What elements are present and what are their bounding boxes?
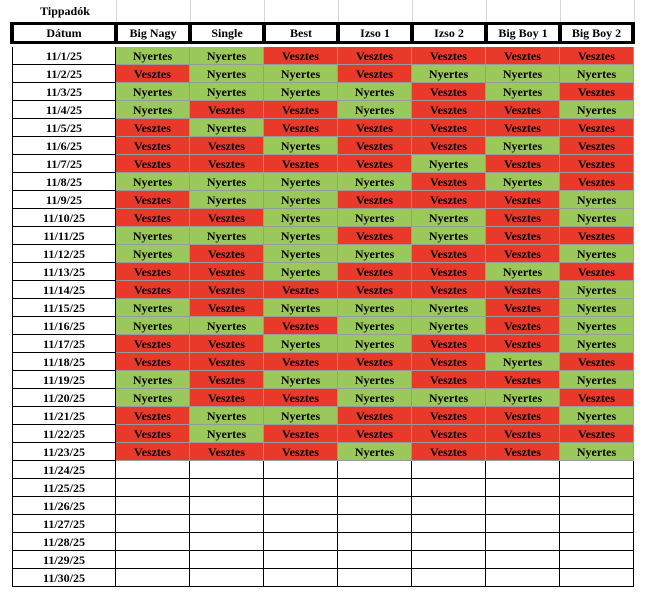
result-cell[interactable]: Nyertes bbox=[190, 65, 264, 83]
result-cell[interactable]: Nyertes bbox=[412, 65, 486, 83]
result-cell[interactable]: Nyertes bbox=[412, 299, 486, 317]
result-cell[interactable]: Nyertes bbox=[560, 299, 634, 317]
result-cell[interactable]: Vesztes bbox=[486, 281, 560, 299]
table-row bbox=[0, 263, 645, 281]
result-cell[interactable]: Nyertes bbox=[338, 335, 412, 353]
table-row bbox=[0, 245, 645, 263]
result-cell[interactable]: Nyertes bbox=[116, 299, 190, 317]
result-cell[interactable]: Nyertes bbox=[560, 245, 634, 263]
result-cell[interactable]: Vesztes bbox=[412, 281, 486, 299]
result-cell[interactable]: Vesztes bbox=[264, 119, 338, 137]
result-cell[interactable]: Vesztes bbox=[486, 101, 560, 119]
table-row bbox=[0, 443, 645, 461]
date-cell[interactable]: 11/19/25 bbox=[12, 371, 116, 389]
date-cell[interactable]: 11/24/25 bbox=[12, 461, 116, 479]
result-cell[interactable]: Vesztes bbox=[560, 263, 634, 281]
sheet-title-cell[interactable]: Tippadók bbox=[40, 4, 90, 18]
date-cell[interactable]: 11/27/25 bbox=[12, 515, 116, 533]
result-cell[interactable]: Nyertes bbox=[190, 425, 264, 443]
result-cell[interactable]: Nyertes bbox=[338, 389, 412, 407]
result-cell[interactable]: Nyertes bbox=[412, 317, 486, 335]
result-cell[interactable]: Vesztes bbox=[264, 281, 338, 299]
result-cell[interactable]: Nyertes bbox=[560, 209, 634, 227]
result-cell[interactable]: Nyertes bbox=[264, 299, 338, 317]
result-cell[interactable] bbox=[116, 533, 190, 551]
result-cell[interactable] bbox=[116, 569, 190, 587]
result-cell[interactable]: Vesztes bbox=[190, 389, 264, 407]
result-cell[interactable]: Vesztes bbox=[560, 83, 634, 101]
table-row bbox=[0, 551, 645, 569]
result-cell[interactable] bbox=[264, 515, 338, 533]
result-cell[interactable]: Nyertes bbox=[338, 209, 412, 227]
date-cell[interactable]: 11/21/25 bbox=[12, 407, 116, 425]
result-cell[interactable]: Nyertes bbox=[560, 101, 634, 119]
result-cell[interactable] bbox=[412, 551, 486, 569]
result-cell[interactable]: Vesztes bbox=[560, 119, 634, 137]
result-cell[interactable]: Vesztes bbox=[338, 137, 412, 155]
table-row bbox=[0, 533, 645, 551]
result-cell[interactable]: Nyertes bbox=[338, 299, 412, 317]
date-cell[interactable]: 11/11/25 bbox=[12, 227, 116, 245]
result-cell[interactable]: Vesztes bbox=[486, 407, 560, 425]
result-cell[interactable]: Vesztes bbox=[412, 263, 486, 281]
header-izso-1[interactable]: Izso 1 bbox=[340, 25, 410, 41]
result-cell[interactable]: Nyertes bbox=[190, 173, 264, 191]
result-cell[interactable]: Vesztes bbox=[190, 299, 264, 317]
table-row bbox=[0, 101, 645, 119]
result-cell[interactable]: Vesztes bbox=[486, 443, 560, 461]
result-cell[interactable]: Nyertes bbox=[560, 371, 634, 389]
result-cell[interactable] bbox=[486, 515, 560, 533]
result-cell[interactable]: Nyertes bbox=[560, 407, 634, 425]
table-row bbox=[0, 425, 645, 443]
result-cell[interactable]: Vesztes bbox=[412, 173, 486, 191]
result-cell[interactable]: Vesztes bbox=[412, 335, 486, 353]
result-cell[interactable]: Nyertes bbox=[486, 173, 560, 191]
result-cell[interactable]: Vesztes bbox=[190, 335, 264, 353]
result-cell[interactable] bbox=[190, 551, 264, 569]
result-cell[interactable] bbox=[190, 569, 264, 587]
result-cell[interactable] bbox=[190, 533, 264, 551]
date-cell[interactable]: 11/6/25 bbox=[12, 137, 116, 155]
result-cell[interactable]: Nyertes bbox=[486, 65, 560, 83]
result-cell[interactable]: Nyertes bbox=[338, 371, 412, 389]
result-cell[interactable]: Nyertes bbox=[116, 389, 190, 407]
result-cell[interactable]: Vesztes bbox=[338, 65, 412, 83]
result-cell[interactable]: Vesztes bbox=[486, 47, 560, 65]
result-cell[interactable] bbox=[560, 533, 634, 551]
result-cell[interactable] bbox=[412, 497, 486, 515]
result-cell[interactable]: Vesztes bbox=[412, 83, 486, 101]
result-cell[interactable]: Nyertes bbox=[264, 335, 338, 353]
result-cell[interactable] bbox=[338, 515, 412, 533]
result-cell[interactable]: Nyertes bbox=[264, 83, 338, 101]
result-cell[interactable]: Vesztes bbox=[412, 407, 486, 425]
result-cell[interactable] bbox=[190, 479, 264, 497]
result-cell[interactable] bbox=[486, 497, 560, 515]
result-cell[interactable] bbox=[560, 497, 634, 515]
result-cell[interactable]: Nyertes bbox=[190, 317, 264, 335]
result-cell[interactable]: Vesztes bbox=[338, 47, 412, 65]
result-cell[interactable] bbox=[412, 515, 486, 533]
date-cell[interactable]: 11/14/25 bbox=[12, 281, 116, 299]
date-cell[interactable]: 11/25/25 bbox=[12, 479, 116, 497]
result-cell[interactable]: Nyertes bbox=[264, 227, 338, 245]
header-row bbox=[10, 22, 635, 44]
result-cell[interactable]: Vesztes bbox=[264, 101, 338, 119]
result-cell[interactable]: Vesztes bbox=[338, 155, 412, 173]
result-cell[interactable] bbox=[560, 479, 634, 497]
result-cell[interactable]: Nyertes bbox=[116, 83, 190, 101]
result-cell[interactable]: Nyertes bbox=[486, 389, 560, 407]
table-row bbox=[0, 497, 645, 515]
result-cell[interactable] bbox=[412, 569, 486, 587]
result-cell[interactable]: Vesztes bbox=[264, 47, 338, 65]
result-cell[interactable]: Vesztes bbox=[264, 155, 338, 173]
result-cell[interactable]: Nyertes bbox=[560, 443, 634, 461]
result-cell[interactable] bbox=[338, 497, 412, 515]
result-cell[interactable]: Nyertes bbox=[264, 191, 338, 209]
result-cell[interactable]: Vesztes bbox=[560, 173, 634, 191]
table-row bbox=[0, 371, 645, 389]
table-row bbox=[0, 407, 645, 425]
table-row bbox=[0, 299, 645, 317]
result-cell[interactable] bbox=[264, 551, 338, 569]
table-row bbox=[0, 191, 645, 209]
date-cell[interactable]: 11/13/25 bbox=[12, 263, 116, 281]
result-cell[interactable] bbox=[560, 515, 634, 533]
result-cell[interactable] bbox=[560, 569, 634, 587]
result-cell[interactable]: Vesztes bbox=[116, 209, 190, 227]
result-cell[interactable]: Vesztes bbox=[264, 353, 338, 371]
result-cell[interactable]: Vesztes bbox=[338, 227, 412, 245]
result-cell[interactable]: Vesztes bbox=[560, 137, 634, 155]
result-cell[interactable]: Vesztes bbox=[486, 191, 560, 209]
result-cell[interactable]: Vesztes bbox=[486, 299, 560, 317]
date-cell[interactable]: 11/8/25 bbox=[12, 173, 116, 191]
result-cell[interactable]: Vesztes bbox=[412, 425, 486, 443]
result-cell[interactable]: Nyertes bbox=[190, 191, 264, 209]
result-cell[interactable]: Nyertes bbox=[116, 101, 190, 119]
result-cell[interactable]: Vesztes bbox=[190, 371, 264, 389]
table-row bbox=[0, 569, 645, 587]
result-cell[interactable]: Vesztes bbox=[116, 335, 190, 353]
result-cell[interactable]: Nyertes bbox=[116, 47, 190, 65]
result-cell[interactable]: Vesztes bbox=[264, 389, 338, 407]
result-cell[interactable]: Vesztes bbox=[190, 101, 264, 119]
result-cell[interactable]: Vesztes bbox=[116, 191, 190, 209]
result-cell[interactable] bbox=[116, 497, 190, 515]
result-cell[interactable]: Nyertes bbox=[486, 83, 560, 101]
table-row bbox=[0, 83, 645, 101]
result-cell[interactable]: Vesztes bbox=[338, 407, 412, 425]
result-cell[interactable]: Nyertes bbox=[338, 443, 412, 461]
date-cell[interactable]: 11/15/25 bbox=[12, 299, 116, 317]
result-cell[interactable] bbox=[486, 461, 560, 479]
result-cell[interactable]: Vesztes bbox=[486, 317, 560, 335]
result-cell[interactable] bbox=[264, 479, 338, 497]
date-cell[interactable]: 11/16/25 bbox=[12, 317, 116, 335]
date-cell[interactable]: 11/26/25 bbox=[12, 497, 116, 515]
result-cell[interactable] bbox=[486, 569, 560, 587]
table-row bbox=[0, 335, 645, 353]
result-cell[interactable]: Vesztes bbox=[412, 47, 486, 65]
result-cell[interactable] bbox=[560, 461, 634, 479]
result-cell[interactable]: Vesztes bbox=[264, 425, 338, 443]
result-cell[interactable]: Vesztes bbox=[486, 335, 560, 353]
result-cell[interactable]: Nyertes bbox=[116, 371, 190, 389]
result-cell[interactable]: Nyertes bbox=[338, 317, 412, 335]
result-cell[interactable] bbox=[412, 461, 486, 479]
result-cell[interactable]: Nyertes bbox=[560, 191, 634, 209]
result-cell[interactable]: Nyertes bbox=[412, 155, 486, 173]
result-cell[interactable]: Nyertes bbox=[560, 317, 634, 335]
result-cell[interactable] bbox=[116, 479, 190, 497]
date-cell[interactable]: 11/17/25 bbox=[12, 335, 116, 353]
table-row bbox=[0, 47, 645, 65]
result-cell[interactable] bbox=[116, 515, 190, 533]
result-cell[interactable]: Vesztes bbox=[116, 263, 190, 281]
result-cell[interactable]: Vesztes bbox=[412, 137, 486, 155]
result-cell[interactable]: Nyertes bbox=[264, 65, 338, 83]
result-cell[interactable]: Nyertes bbox=[338, 245, 412, 263]
result-cell[interactable]: Vesztes bbox=[486, 119, 560, 137]
result-cell[interactable] bbox=[486, 533, 560, 551]
result-cell[interactable]: Vesztes bbox=[486, 209, 560, 227]
date-cell[interactable]: 11/9/25 bbox=[12, 191, 116, 209]
result-cell[interactable]: Nyertes bbox=[116, 245, 190, 263]
result-cell[interactable] bbox=[486, 551, 560, 569]
result-cell[interactable]: Nyertes bbox=[190, 83, 264, 101]
result-cell[interactable]: Nyertes bbox=[264, 209, 338, 227]
result-cell[interactable]: Vesztes bbox=[190, 209, 264, 227]
result-cell[interactable] bbox=[264, 497, 338, 515]
result-cell[interactable]: Nyertes bbox=[190, 47, 264, 65]
result-cell[interactable]: Vesztes bbox=[116, 407, 190, 425]
result-cell[interactable]: Vesztes bbox=[338, 425, 412, 443]
result-cell[interactable]: Nyertes bbox=[412, 209, 486, 227]
result-cell[interactable]: Vesztes bbox=[190, 263, 264, 281]
result-cell[interactable]: Vesztes bbox=[486, 155, 560, 173]
result-cell[interactable] bbox=[338, 461, 412, 479]
result-cell[interactable] bbox=[116, 551, 190, 569]
date-cell[interactable]: 11/23/25 bbox=[12, 443, 116, 461]
result-cell[interactable]: Nyertes bbox=[264, 245, 338, 263]
result-cell[interactable] bbox=[338, 551, 412, 569]
result-cell[interactable]: Nyertes bbox=[116, 173, 190, 191]
header-best[interactable]: Best bbox=[266, 25, 336, 41]
table-row bbox=[0, 353, 645, 371]
result-cell[interactable]: Vesztes bbox=[412, 245, 486, 263]
header-single[interactable]: Single bbox=[192, 25, 262, 41]
result-cell[interactable]: Vesztes bbox=[190, 281, 264, 299]
result-cell[interactable]: Nyertes bbox=[486, 263, 560, 281]
result-cell[interactable]: Vesztes bbox=[264, 443, 338, 461]
table-row bbox=[0, 479, 645, 497]
date-cell[interactable]: 11/7/25 bbox=[12, 155, 116, 173]
result-cell[interactable]: Nyertes bbox=[486, 137, 560, 155]
result-cell[interactable] bbox=[560, 551, 634, 569]
date-cell[interactable]: 11/3/25 bbox=[12, 83, 116, 101]
result-cell[interactable]: Nyertes bbox=[338, 83, 412, 101]
header-big-boy-2[interactable]: Big Boy 2 bbox=[562, 25, 631, 41]
result-cell[interactable] bbox=[338, 569, 412, 587]
result-cell[interactable]: Vesztes bbox=[338, 191, 412, 209]
result-cell[interactable]: Vesztes bbox=[412, 101, 486, 119]
table-row bbox=[0, 227, 645, 245]
date-cell[interactable]: 11/29/25 bbox=[12, 551, 116, 569]
table-row bbox=[0, 173, 645, 191]
date-cell[interactable]: 11/5/25 bbox=[12, 119, 116, 137]
result-cell[interactable]: Vesztes bbox=[486, 371, 560, 389]
result-cell[interactable] bbox=[190, 497, 264, 515]
table-row bbox=[0, 281, 645, 299]
result-cell[interactable] bbox=[190, 461, 264, 479]
result-cell[interactable]: Vesztes bbox=[560, 425, 634, 443]
result-cell[interactable]: Vesztes bbox=[190, 155, 264, 173]
result-cell[interactable]: Nyertes bbox=[190, 119, 264, 137]
result-cell[interactable] bbox=[412, 533, 486, 551]
result-cell[interactable]: Vesztes bbox=[116, 353, 190, 371]
result-cell[interactable]: Vesztes bbox=[486, 227, 560, 245]
result-cell[interactable]: Vesztes bbox=[116, 155, 190, 173]
result-cell[interactable]: Vesztes bbox=[560, 155, 634, 173]
result-cell[interactable]: Nyertes bbox=[264, 137, 338, 155]
result-cell[interactable]: Vesztes bbox=[116, 281, 190, 299]
date-cell[interactable]: 11/10/25 bbox=[12, 209, 116, 227]
header-big-nagy[interactable]: Big Nagy bbox=[118, 25, 188, 41]
result-cell[interactable]: Vesztes bbox=[412, 353, 486, 371]
result-cell[interactable]: Vesztes bbox=[412, 119, 486, 137]
result-cell[interactable]: Vesztes bbox=[264, 317, 338, 335]
date-cell[interactable]: 11/4/25 bbox=[12, 101, 116, 119]
table-row bbox=[0, 137, 645, 155]
result-cell[interactable]: Nyertes bbox=[264, 407, 338, 425]
result-cell[interactable]: Vesztes bbox=[412, 371, 486, 389]
result-cell[interactable]: Nyertes bbox=[412, 227, 486, 245]
result-cell[interactable]: Vesztes bbox=[560, 389, 634, 407]
date-cell[interactable]: 11/28/25 bbox=[12, 533, 116, 551]
result-cell[interactable]: Vesztes bbox=[190, 443, 264, 461]
result-cell[interactable]: Nyertes bbox=[264, 263, 338, 281]
date-cell[interactable]: 11/12/25 bbox=[12, 245, 116, 263]
result-cell[interactable]: Nyertes bbox=[190, 407, 264, 425]
table-row bbox=[0, 155, 645, 173]
result-cell[interactable]: Nyertes bbox=[338, 101, 412, 119]
result-cell[interactable] bbox=[190, 515, 264, 533]
date-cell[interactable]: 11/22/25 bbox=[12, 425, 116, 443]
table-row bbox=[0, 317, 645, 335]
header-date-cell[interactable]: Dátum bbox=[14, 25, 114, 41]
result-cell[interactable] bbox=[264, 461, 338, 479]
result-cell[interactable]: Vesztes bbox=[338, 263, 412, 281]
table-row bbox=[0, 65, 645, 83]
result-cell[interactable]: Vesztes bbox=[116, 425, 190, 443]
date-cell[interactable]: 11/2/25 bbox=[12, 65, 116, 83]
result-cell[interactable]: Vesztes bbox=[116, 137, 190, 155]
result-cell[interactable]: Vesztes bbox=[560, 353, 634, 371]
table-row bbox=[0, 515, 645, 533]
result-cell[interactable] bbox=[116, 461, 190, 479]
result-cell[interactable]: Nyertes bbox=[560, 65, 634, 83]
result-cell[interactable]: Vesztes bbox=[338, 119, 412, 137]
result-cell[interactable]: Nyertes bbox=[116, 227, 190, 245]
result-cell[interactable]: Vesztes bbox=[190, 245, 264, 263]
result-cell[interactable] bbox=[338, 533, 412, 551]
result-cell[interactable]: Vesztes bbox=[412, 191, 486, 209]
table-row bbox=[0, 461, 645, 479]
result-cell[interactable]: Vesztes bbox=[338, 281, 412, 299]
result-cell[interactable]: Nyertes bbox=[264, 173, 338, 191]
date-cell[interactable]: 11/1/25 bbox=[12, 47, 116, 65]
result-cell[interactable]: Nyertes bbox=[560, 335, 634, 353]
table-row bbox=[0, 119, 645, 137]
table-row bbox=[0, 209, 645, 227]
result-cell[interactable]: Nyertes bbox=[264, 371, 338, 389]
result-cell[interactable]: Vesztes bbox=[560, 47, 634, 65]
date-cell[interactable]: 11/18/25 bbox=[12, 353, 116, 371]
result-cell[interactable]: Nyertes bbox=[412, 389, 486, 407]
result-cell[interactable] bbox=[338, 479, 412, 497]
result-cell[interactable]: Nyertes bbox=[486, 353, 560, 371]
result-cell[interactable] bbox=[264, 533, 338, 551]
result-cell[interactable]: Vesztes bbox=[338, 353, 412, 371]
result-cell[interactable]: Vesztes bbox=[486, 425, 560, 443]
result-cell[interactable]: Vesztes bbox=[412, 443, 486, 461]
result-cell[interactable] bbox=[412, 479, 486, 497]
result-cell[interactable]: Nyertes bbox=[190, 227, 264, 245]
result-cell[interactable]: Vesztes bbox=[190, 137, 264, 155]
result-cell[interactable] bbox=[486, 479, 560, 497]
result-cell[interactable]: Vesztes bbox=[486, 245, 560, 263]
result-cell[interactable]: Nyertes bbox=[560, 281, 634, 299]
result-cell[interactable]: Vesztes bbox=[560, 227, 634, 245]
result-cell[interactable]: Nyertes bbox=[338, 173, 412, 191]
table-row bbox=[0, 389, 645, 407]
date-cell[interactable]: 11/20/25 bbox=[12, 389, 116, 407]
result-cell[interactable]: Nyertes bbox=[116, 317, 190, 335]
header-izso-2[interactable]: Izso 2 bbox=[414, 25, 484, 41]
result-cell[interactable]: Vesztes bbox=[116, 119, 190, 137]
result-cell[interactable]: Vesztes bbox=[116, 65, 190, 83]
header-big-boy-1[interactable]: Big Boy 1 bbox=[488, 25, 558, 41]
result-cell[interactable]: Vesztes bbox=[116, 443, 190, 461]
result-cell[interactable]: Vesztes bbox=[190, 353, 264, 371]
result-cell[interactable] bbox=[264, 569, 338, 587]
date-cell[interactable]: 11/30/25 bbox=[12, 569, 116, 587]
